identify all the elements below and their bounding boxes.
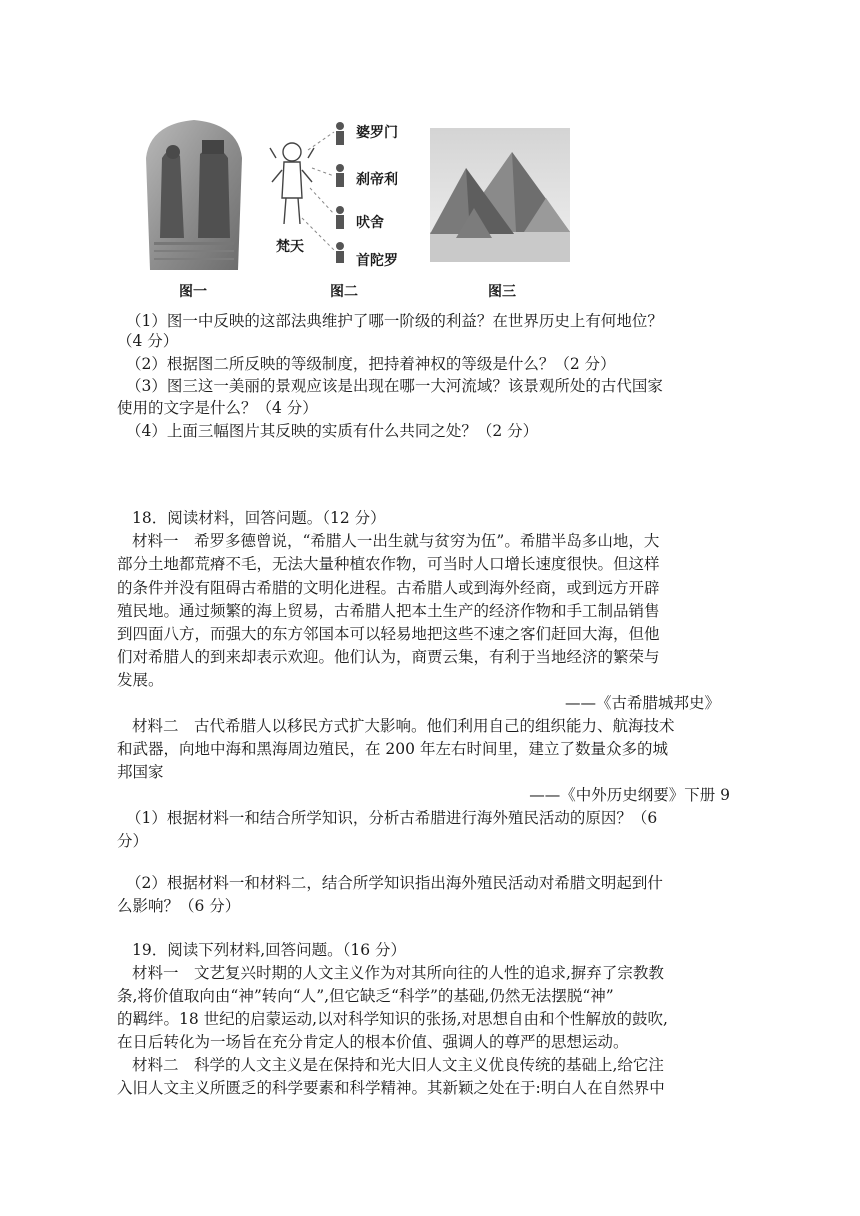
material-line: 在日后转化为一场旨在充分肯定人的根本价值、强调人的尊严的思想运动。 bbox=[117, 1033, 629, 1051]
caste-label: 首陀罗 bbox=[356, 253, 398, 269]
material-line: 的条件并没有阻碍古希腊的文明化进程。古希腊人或到海外经商，或到远方开辟 bbox=[117, 579, 660, 597]
caste-label: 婆罗门 bbox=[356, 125, 398, 141]
figure-caption: 图三 bbox=[488, 284, 516, 300]
source-citation: ——《古希腊城邦史》 bbox=[564, 694, 720, 712]
question-line: 么影响？（6 分） bbox=[117, 897, 241, 915]
figure-caption: 图一 bbox=[179, 284, 207, 300]
stele-figure bbox=[140, 118, 248, 270]
material-line: 条,将价值取向由“神”转向“人”,但它缺乏“科学”的基础,仍然无法摆脱“神” bbox=[117, 987, 614, 1005]
material-line: 材料二 科学的人文主义是在保持和光大旧人文主义优良传统的基础上,给它注 bbox=[132, 1056, 664, 1074]
material-line: 材料一 文艺复兴时期的人文主义作为对其所向往的人性的追求,摒弃了宗教教 bbox=[132, 964, 664, 982]
question-line: （3）图三这一美丽的景观应该是出现在哪一大河流域？该景观所处的古代国家 bbox=[126, 377, 663, 395]
material-line: 发展。 bbox=[117, 671, 164, 689]
material-line: 殖民地。通过频繁的海上贸易，古希腊人把本土生产的经济作物和手工制品销售 bbox=[117, 602, 660, 620]
pyramids-photo bbox=[430, 128, 570, 262]
question-line: （2）根据材料一和材料二，结合所学知识指出海外殖民活动对希腊文明起到什 bbox=[126, 874, 663, 892]
caste-center-label: 梵天 bbox=[276, 239, 304, 255]
question-line: 分） bbox=[117, 832, 149, 850]
question-line: （4 分） bbox=[117, 332, 179, 350]
material-line: 部分土地都荒瘠不毛，无法大量种植农作物，可当时人口增长速度很快。但这样 bbox=[117, 555, 660, 573]
question-line: 使用的文字是什么？（4 分） bbox=[117, 399, 318, 417]
figure-caption: 图二 bbox=[330, 284, 358, 300]
material-line: 邦国家 bbox=[117, 763, 164, 781]
question-line: （1）图一中反映的这部法典维护了哪一阶级的利益？在世界历史上有何地位？ bbox=[126, 312, 663, 330]
material-line: 们对希腊人的到来却表示欢迎。他们认为，商贾云集，有利于当地经济的繁荣与 bbox=[117, 648, 660, 666]
material-line: 材料二 古代希腊人以移民方式扩大影响。他们利用自己的组织能力、航海技术 bbox=[132, 717, 675, 735]
material-line: 和武器，向地中海和黑海周边殖民，在 200 年左右时间里，建立了数量众多的城 bbox=[117, 740, 668, 758]
question-line: （2）根据图二所反映的等级制度，把持着神权的等级是什么？（2 分） bbox=[126, 355, 616, 373]
caste-label: 吠舍 bbox=[356, 215, 384, 231]
material-line: 到四面八方，而强大的东方邻国本可以轻易地把这些不速之客们赶回大海，但他 bbox=[117, 625, 660, 643]
source-citation: ——《中外历史纲要》下册 9 bbox=[529, 786, 730, 804]
material-line: 入旧人文主义所匮乏的科学要素和科学精神。其新颖之处在于:明白人在自然界中 bbox=[117, 1079, 665, 1097]
section-heading: 18．阅读材料，回答问题。（12 分） bbox=[132, 509, 386, 527]
caste-label: 刹帝利 bbox=[356, 172, 398, 188]
question-line: （4）上面三幅图片其反映的实质有什么共同之处？（2 分） bbox=[126, 422, 539, 440]
material-line: 的羁绊。18 世纪的启蒙运动,以对科学知识的张扬,对思想自由和个性解放的鼓吹, bbox=[117, 1010, 668, 1028]
question-line: （1）根据材料一和结合所学知识，分析古希腊进行海外殖民活动的原因？（6 bbox=[126, 809, 658, 827]
section-heading: 19．阅读下列材料,回答问题。（16 分） bbox=[132, 941, 407, 959]
material-line: 材料一 希罗多德曾说，“希腊人一出生就与贫穷为伍”。希腊半岛多山地，大 bbox=[132, 532, 660, 550]
